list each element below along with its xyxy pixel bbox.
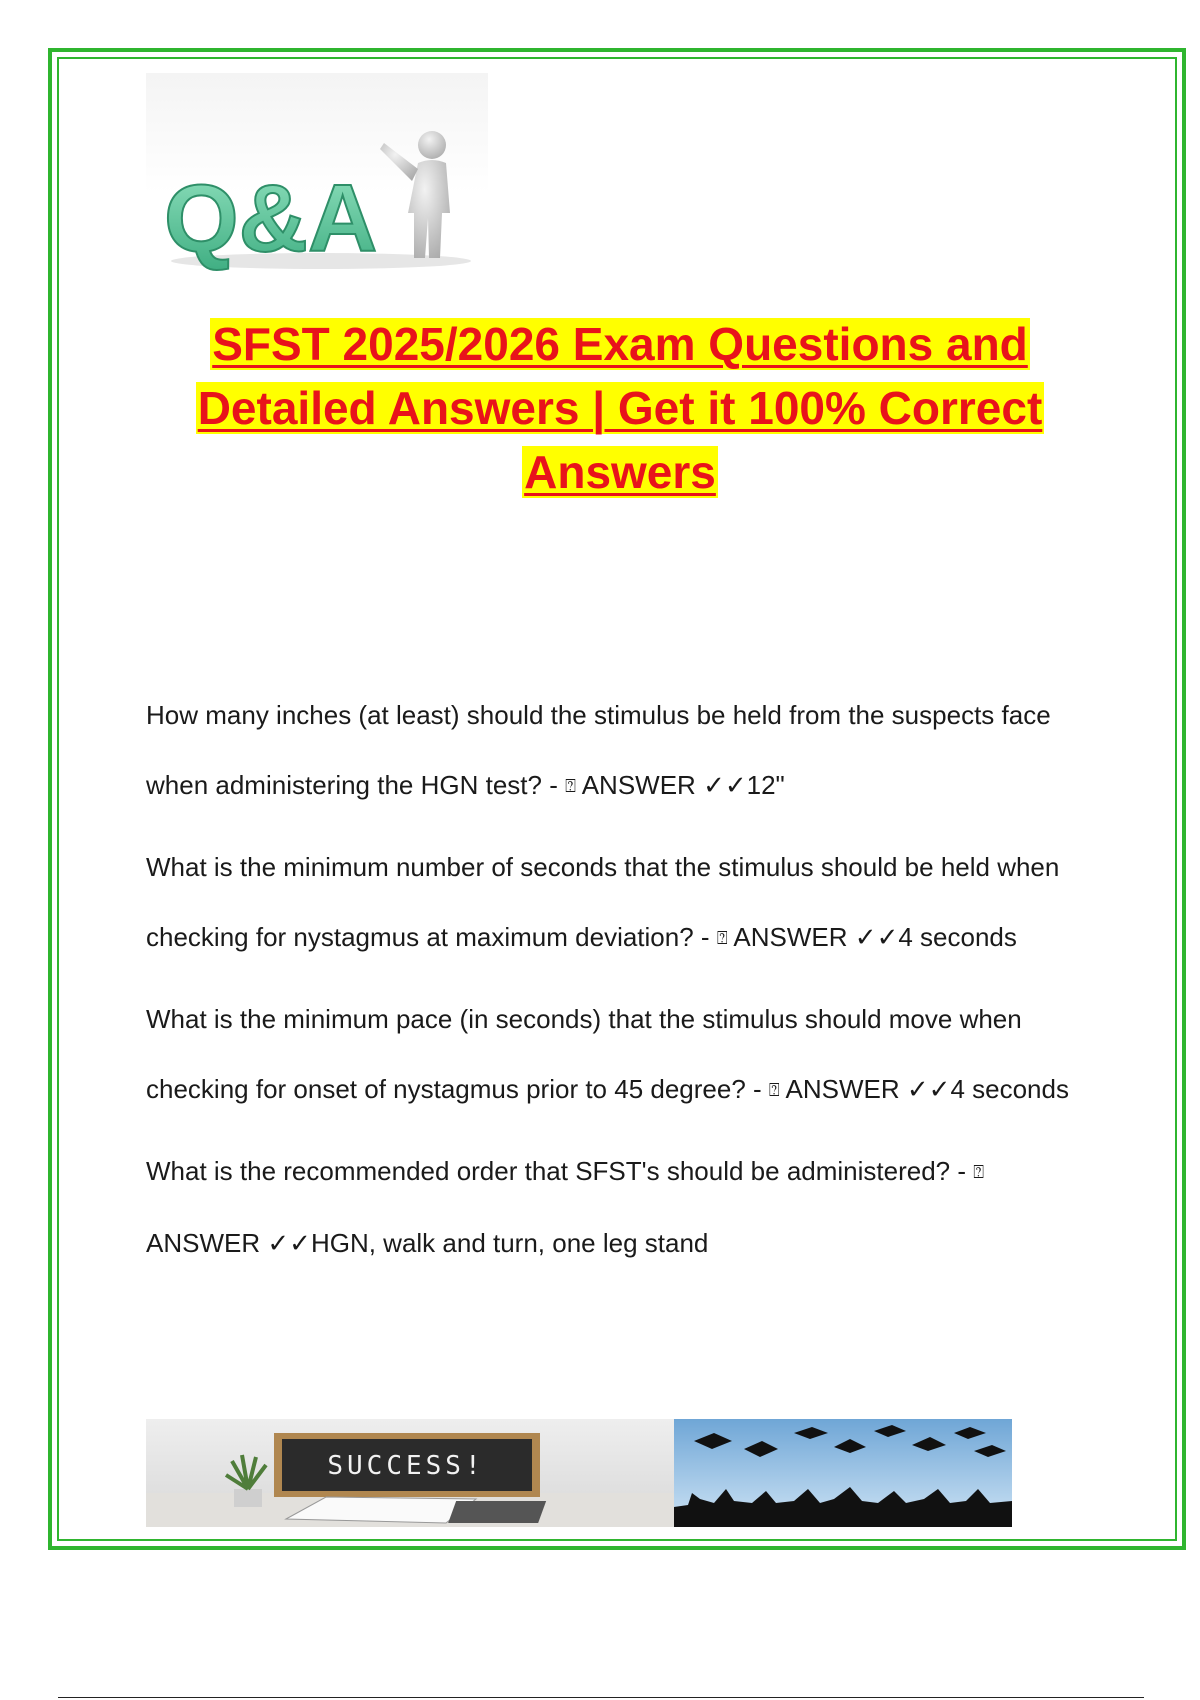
question-text: What is the minimum number of seconds that the stimulus should be held when checking for nystagmus at maximum deviation? -	[146, 852, 1060, 952]
qa-logo-image	[146, 73, 488, 273]
question-text: How many inches (at least) should the stimulus be held from the suspects face when administering the HGN test? -	[146, 700, 1051, 800]
check-marks: ✓✓	[906, 1074, 951, 1104]
check-marks: ✓✓	[267, 1228, 311, 1258]
missing-glyph-icon: ⍰	[768, 1080, 780, 1101]
missing-glyph-icon: ⍰	[973, 1162, 985, 1183]
success-banner-image	[146, 1419, 1012, 1527]
missing-glyph-icon: ⍰	[565, 776, 576, 797]
footer-divider	[58, 1697, 1144, 1698]
check-marks: ✓✓	[703, 770, 747, 800]
qa-logo-text: Q&A	[164, 165, 378, 272]
chalkboard-text: SUCCESS!	[327, 1451, 485, 1481]
answer-label: ANSWER	[785, 1074, 900, 1104]
document-title-block	[140, 312, 1100, 504]
qa-item	[146, 984, 1086, 1126]
answer-text: 4 seconds	[898, 922, 1017, 952]
missing-glyph-icon: ⍰	[716, 928, 728, 949]
qa-item	[146, 832, 1086, 974]
answer-text: 4 seconds	[950, 1074, 1069, 1104]
answer-text: 12"	[746, 770, 785, 800]
question-text: What is the minimum pace (in seconds) that the stimulus should move when checking for onset of nystagmus prior to 45 degree? -	[146, 1004, 1022, 1104]
answer-label: ANSWER	[581, 770, 696, 800]
success-chalkboard-image	[146, 1419, 674, 1527]
answer-label: ANSWER	[146, 1228, 261, 1258]
question-text: What is the recommended order that SFST's should be administered? -	[146, 1156, 967, 1186]
qa-list	[146, 680, 1086, 1288]
graduation-caps-image	[674, 1419, 1012, 1527]
document-title: SFST 2025/2026 Exam Questions and Detailed Answers | Get it 100% Correct Answers	[197, 318, 1043, 498]
check-marks: ✓✓	[854, 922, 899, 952]
answer-text: HGN, walk and turn, one leg stand	[310, 1228, 709, 1258]
qa-item	[146, 1136, 1086, 1278]
answer-label: ANSWER	[733, 922, 848, 952]
qa-item	[146, 680, 1086, 822]
